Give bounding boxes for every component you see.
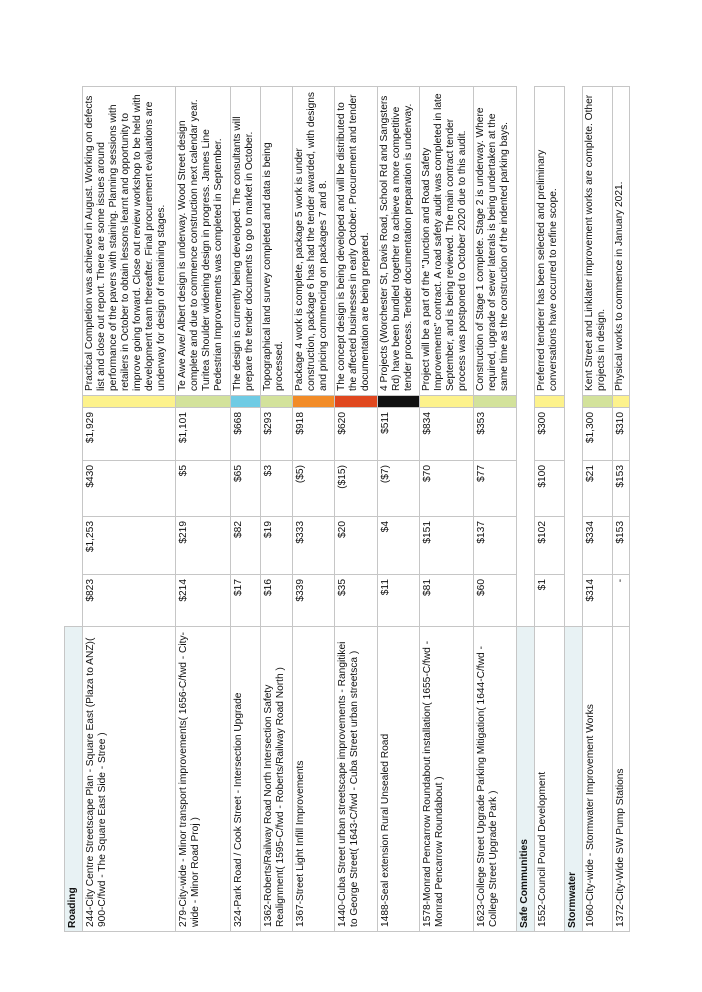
project-comment: 4 Projects (Worchester St, Davis Road, School Rd and Sangsters Rd) have been bundled together to achieve a more competitive tender process. Tender documentation preparation is underway. — [378, 86, 420, 395]
project-comment: Package 4 work is complete, package 5 work is under construction, package 6 has had the tender awarded, with designs and pricing commencing on packages 7 and 8. — [293, 86, 335, 395]
project-name: 1440-Cuba Street urban streetscape improvements - Rangitikei to George Street( 1643-C/fwd - Cuba Street urban streetsca ) — [335, 627, 378, 932]
value-col-2: $151 — [420, 517, 474, 575]
value-col-4: $1,929 — [83, 408, 176, 461]
project-comment: Kent Street and Linklater improvement works are complete. Other projects in design. — [583, 86, 613, 395]
value-col-4: $353 — [474, 408, 517, 461]
value-col-2: $1,253 — [83, 517, 176, 575]
project-name: 279-City-wide - Minor transport improvements( 1656-C/fwd - City-wide - Minor Road Proj ) — [176, 627, 231, 932]
value-col-4: $834 — [420, 408, 474, 461]
project-comment: Practical Completion was achieved in August. Working on defects list and close out report. There are some issues around performance of the pavers with staining. Planning sessions with retailers in October to obtain lessons learnt and opportunity to improve going forward. Close out review workshop to be held with development team thereafter. Final procurement evaluations are underway for design of remaining stages. — [83, 86, 176, 395]
project-comment: Preferred tenderer has been selected and preliminary conversations have occurred to refine scope. — [535, 86, 565, 395]
value-col-4: $668 — [231, 408, 261, 461]
value-col-1: $16 — [261, 575, 293, 627]
section-header-spacer — [565, 86, 583, 626]
value-col-4: $300 — [535, 408, 565, 461]
value-col-4: $511 — [378, 408, 420, 461]
table-row — [293, 86, 335, 931]
project-comment: Physical works to commence in January 2021. — [613, 86, 630, 395]
value-col-2: $19 — [261, 517, 293, 575]
status-indicator — [293, 396, 335, 408]
value-col-1: $60 — [474, 575, 517, 627]
project-name: 1552-Council Pound Development — [535, 627, 565, 932]
rotated-report-table — [64, 87, 626, 932]
status-indicator — [535, 396, 565, 408]
section-header-spacer — [517, 86, 535, 626]
status-indicator — [176, 396, 231, 408]
project-comment: Construction of Stage 1 complete. Stage 2 is underway. Where required, upgrade of sewer laterals is being undertaken at the same time as the construction of the indented parking bays. — [474, 86, 517, 395]
value-col-1: $339 — [293, 575, 335, 627]
value-col-3: ($7) — [378, 461, 420, 517]
project-name: 1488-Seal extension Rural Unsealed Road — [378, 627, 420, 932]
value-col-2: $333 — [293, 517, 335, 575]
project-name: 1367-Street Light Infill Improvements — [293, 627, 335, 932]
status-indicator — [335, 396, 378, 408]
project-comment: Project will be a part of the "Junction and Road Safety Improvements" contract. A road safety audit was completed in late September, and is being reviewed. The main contract tender process was postponed to October 2020 due to this audit. — [420, 86, 474, 395]
status-indicator — [231, 396, 261, 408]
table-row — [420, 86, 474, 931]
project-name: 324-Park Road / Cook Street - Intersection Upgrade — [231, 627, 261, 932]
value-col-1: $17 — [231, 575, 261, 627]
section-header-row — [565, 86, 583, 931]
value-col-1: $35 — [335, 575, 378, 627]
status-indicator — [474, 396, 517, 408]
status-indicator — [613, 396, 630, 408]
value-col-2: $334 — [583, 517, 613, 575]
value-col-2: $20 — [335, 517, 378, 575]
value-col-1: $81 — [420, 575, 474, 627]
table-row — [231, 86, 261, 931]
table-row — [583, 86, 613, 931]
table-row — [378, 86, 420, 931]
value-col-4: $293 — [261, 408, 293, 461]
table-row — [474, 86, 517, 931]
value-col-2: $82 — [231, 517, 261, 575]
table-row — [261, 86, 293, 931]
table-row — [335, 86, 378, 931]
project-comment: The concept design is being developed and will be distributed to the affected businesses in early October. Procurement and tender documentation are being prepared. — [335, 86, 378, 395]
section-title: Roading — [65, 627, 83, 932]
project-name: 1362-Roberts/Railway Road North Intersection Safety Realignment( 1595-C/fwd - Roberts/Railway Road North ) — [261, 627, 293, 932]
table-row — [83, 86, 176, 931]
value-col-1: $214 — [176, 575, 231, 627]
section-header-row — [65, 86, 83, 931]
value-col-4: $1,300 — [583, 408, 613, 461]
table-body — [65, 86, 630, 931]
project-name: 1578-Monrad Pencarrow Roundabout installation( 1655-C/fwd - Monrad Pencarrow Roundabout ) — [420, 627, 474, 932]
value-col-1: $11 — [378, 575, 420, 627]
status-indicator — [83, 396, 176, 408]
value-col-3: $3 — [261, 461, 293, 517]
value-col-1: - — [613, 575, 630, 627]
value-col-2: $4 — [378, 517, 420, 575]
value-col-3: ($5) — [293, 461, 335, 517]
value-col-4: $310 — [613, 408, 630, 461]
section-title: Safe Communities — [517, 627, 535, 932]
value-col-4: $1,101 — [176, 408, 231, 461]
value-col-1: $823 — [83, 575, 176, 627]
value-col-3: $70 — [420, 461, 474, 517]
value-col-4: $918 — [293, 408, 335, 461]
value-col-3: $77 — [474, 461, 517, 517]
value-col-1: $1 — [535, 575, 565, 627]
value-col-2: $219 — [176, 517, 231, 575]
project-name: 1060-City-wide - Stormwater Improvement Works — [583, 627, 613, 932]
value-col-3: $21 — [583, 461, 613, 517]
project-name: 1372-City-Wide SW Pump Stations — [613, 627, 630, 932]
value-col-2: $102 — [535, 517, 565, 575]
value-col-3: $100 — [535, 461, 565, 517]
table-row — [535, 86, 565, 931]
project-name: 1623-College Street Upgrade Parking Mitigation( 1644-C/fwd - College Street Upgrade Park ) — [474, 627, 517, 932]
value-col-2: $153 — [613, 517, 630, 575]
status-indicator — [378, 396, 420, 408]
status-indicator — [261, 396, 293, 408]
value-col-1: $314 — [583, 575, 613, 627]
value-col-4: $620 — [335, 408, 378, 461]
value-col-3: ($15) — [335, 461, 378, 517]
value-col-3: $153 — [613, 461, 630, 517]
project-comment: The design is currently being developed. The consultants will prepare the tender documents to go to market in October. — [231, 86, 261, 395]
section-title: Stormwater — [565, 627, 583, 932]
section-header-row — [517, 86, 535, 931]
capital-projects-table — [64, 86, 630, 932]
status-indicator — [583, 396, 613, 408]
value-col-3: $65 — [231, 461, 261, 517]
value-col-3: $5 — [176, 461, 231, 517]
status-indicator — [420, 396, 474, 408]
table-row — [176, 86, 231, 931]
project-comment: Te Awe Awe/ Albert design is underway. Wood Street design complete and due to commence construction next calendar year. Turitea Shoulder widening design in progress. James Line Pedestrian Improvements was completed in September. — [176, 86, 231, 395]
section-header-spacer — [65, 86, 83, 626]
value-col-3: $430 — [83, 461, 176, 517]
value-col-2: $137 — [474, 517, 517, 575]
table-row — [613, 86, 630, 931]
project-comment: Topographical land survey completed and data is being processed. — [261, 86, 293, 395]
project-name: 244-City Centre Streetscape Plan - Square East (Plaza to ANZ)( 900-C/fwd - The Square East Side - Stree ) — [83, 627, 176, 932]
